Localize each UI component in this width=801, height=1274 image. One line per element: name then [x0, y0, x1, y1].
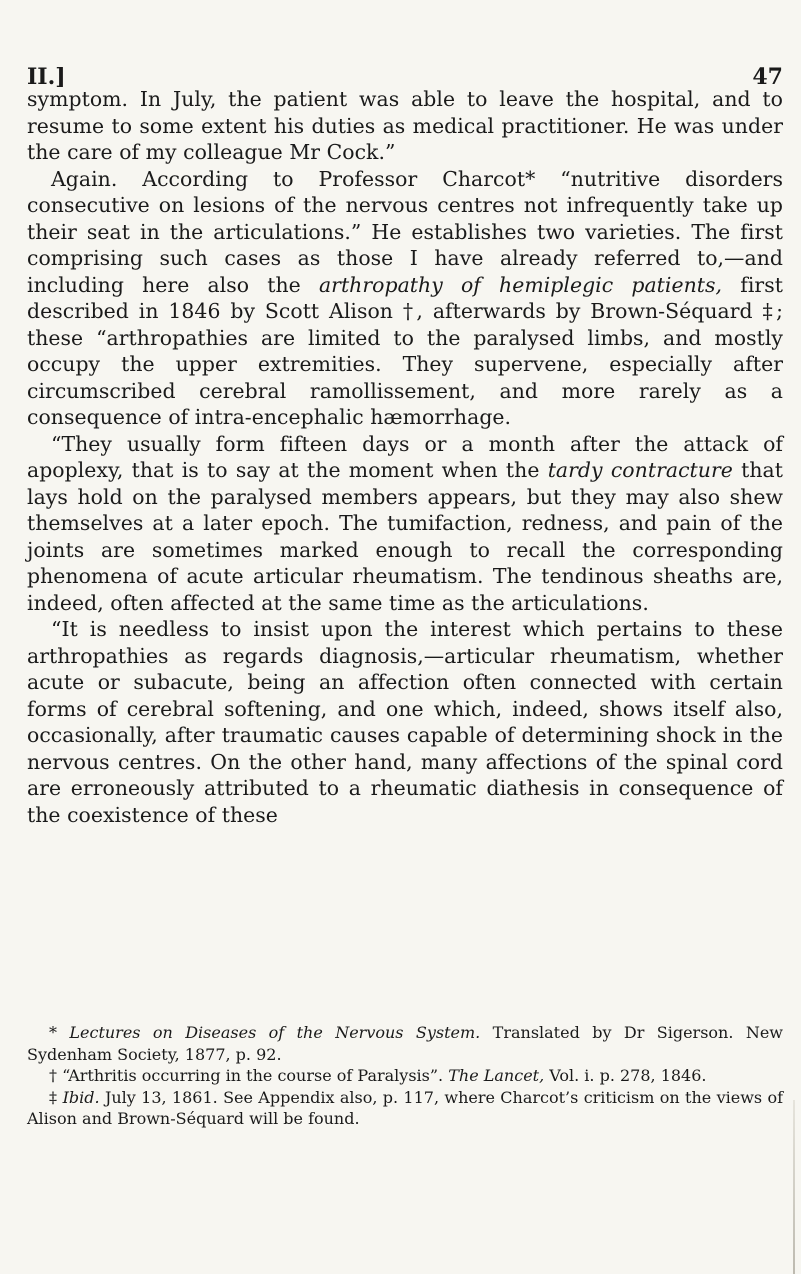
paragraph — [27, 86, 783, 166]
text-run: * — [49, 1023, 70, 1042]
text-run: Translated by Dr Sigerson. New Sydenham Society, 1877, p. 92. — [27, 1023, 783, 1064]
italic-text: The Lancet, — [448, 1066, 545, 1085]
text-run: that lays hold on the paralysed members appears, but they may also shew themselves at a later epoch. The tumifaction, redness, and pain of the joints are sometimes marked enough to recall the corresponding phenomena of acute articular rheumatism. The tendinous sheaths are, indeed, often affected at the same time as the articulations. — [27, 458, 784, 615]
text-run: Vol. i. p. 278, 1846. — [544, 1066, 707, 1085]
paragraph — [27, 616, 783, 828]
chapter-number: II.] — [27, 64, 66, 90]
main-text — [27, 86, 783, 828]
footnote — [27, 1065, 783, 1087]
italic-text: Lectures on Diseases of the Nervous System. — [69, 1023, 481, 1042]
footnote — [27, 1022, 783, 1065]
italic-text: tardy contracture — [547, 458, 733, 482]
italic-text: Ibid. — [62, 1087, 100, 1107]
text-run: † “Arthritis occurring in the course of Paralysis”. — [49, 1066, 449, 1085]
footnotes — [27, 1022, 783, 1130]
paragraph — [27, 166, 783, 431]
text-run: first described in 1846 by Scott Alison †, afterwards by Brown-Séquard ‡; these “arthropathies are limited to the paralysed limbs, and mostly occupy the upper extremities. They supervene, especially after circumscribed cerebral ramollissement, and more rarely as a consequence of intra-encephalic hæmorrhage. — [27, 272, 783, 429]
footnote — [27, 1087, 783, 1130]
italic-text: arthropathy of hemiplegic patients, — [318, 272, 723, 297]
page-number: 47 — [752, 64, 783, 90]
paragraph — [27, 431, 783, 617]
page-edge-shadow — [793, 1100, 795, 1274]
text-run: Again. According to Professor Charcot* “nutritive disorders consecutive on lesions of the nervous centres not infrequently take up their seat in the articulations.” He establishes two varieties. The first comprising such cases as those I have already referred to,—and including here also the — [27, 166, 783, 297]
text-run: July 13, 1861. See Appendix also, p. 117, where Charcot’s criticism on the views of Alison and Brown-Séquard will be found. — [27, 1087, 783, 1128]
text-run: “It is needless to insist upon the interest which pertains to these arthropathies as regards diagnosis,—articular rheumatism, whether acute or subacute, being an affection often connected with certain forms of cerebral softening, and one which, indeed, shows itself also, occasionally, after traumatic causes capable of determining shock in the nervous centres. On the other hand, many affections of the spinal cord are erroneously attributed to a rheumatic diathesis in consequence of the coexistence of these — [27, 617, 783, 827]
text-run: “They usually form fifteen days or a month after the attack of apoplexy, that is to say at the moment when the — [27, 431, 783, 482]
text-run: ‡ — [49, 1087, 63, 1107]
text-run: symptom. In July, the patient was able to leave the hospital, and to resume to some extent his duties as medical practitioner. He was under the care of my colleague Mr Cock.” — [27, 87, 783, 164]
